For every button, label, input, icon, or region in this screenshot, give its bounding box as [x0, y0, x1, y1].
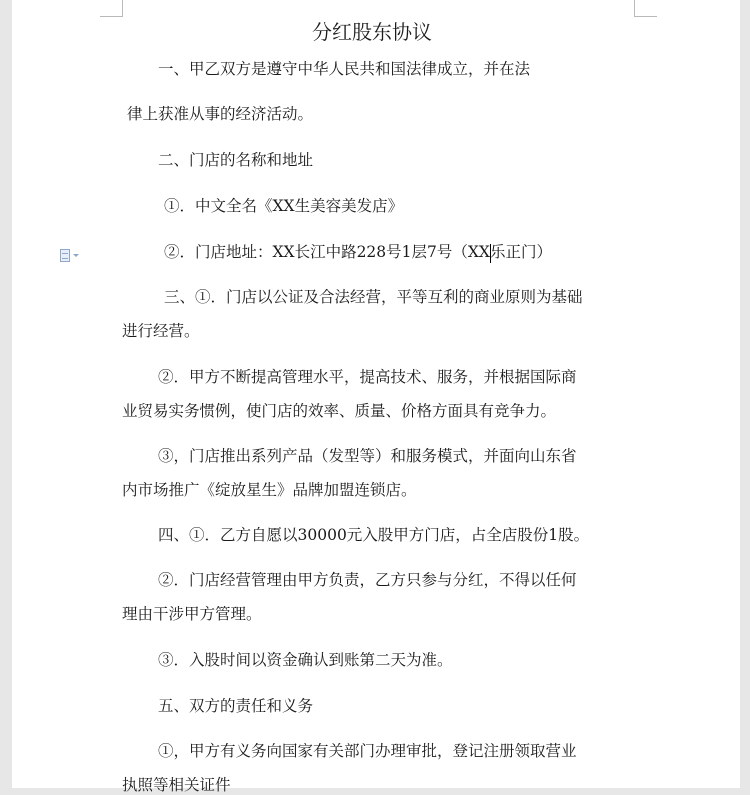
- text-line: 五、双方的责任和义务: [158, 697, 314, 715]
- chevron-down-icon: [73, 254, 79, 257]
- paragraph-options-icon[interactable]: [60, 248, 86, 262]
- text-line: 一、甲乙双方是遵守中华人民共和国法律成立，并在法: [158, 60, 531, 78]
- text-line: ②．门店经营管理由甲方负责，乙方只参与分红，不得以任何: [158, 571, 577, 589]
- crop-mark-top-right: [634, 0, 657, 17]
- text-line: 理由干涉甲方管理。: [122, 605, 262, 623]
- text-segment: 乐正门）: [489, 243, 552, 261]
- text-line: ③．入股时间以资金确认到账第二天为准。: [158, 651, 453, 669]
- text-line: 业贸易实务惯例，使门店的效率、质量、价格方面具有竞争力。: [122, 402, 557, 420]
- text-line: 内市场推广《绽放星生》品牌加盟连锁店。: [122, 481, 417, 499]
- text-line: ①，甲方有义务向国家有关部门办理审批，登记注册领取营业: [158, 742, 577, 760]
- text-line: 四、①．乙方自愿以30000元入股甲方门店，占全店股份1股。: [158, 526, 590, 544]
- text-line: 执照等相关证件: [122, 776, 231, 794]
- text-line: 律上获准从事的经济活动。: [127, 105, 314, 123]
- document-icon: [60, 249, 70, 262]
- document-title: 分红股东协议: [312, 20, 432, 44]
- text-line: 进行经营。: [122, 322, 200, 340]
- text-line: ③，门店推出系列产品（发型等）和服务模式，并面向山东省: [158, 447, 577, 465]
- text-line: [164, 242, 552, 263]
- text-line: 二、门店的名称和地址: [158, 151, 314, 169]
- text-segment: ②．门店地址：XX长江中路228号1层7号（XX: [164, 243, 490, 261]
- document-page[interactable]: [12, 0, 740, 794]
- text-line: ①．中文全名《XX生美容美发店》: [164, 197, 404, 215]
- text-line: 三、①．门店以公证及合法经营，平等互利的商业原则为基础: [164, 288, 583, 306]
- text-line: ②．甲方不断提高管理水平，提高技术、服务，并根据国际商: [158, 368, 577, 386]
- crop-mark-top-left: [100, 0, 123, 17]
